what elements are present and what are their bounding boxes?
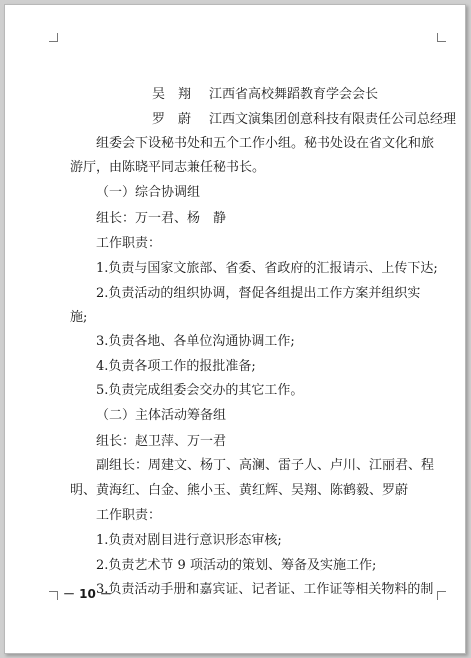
duty-item-continued: 施;: [70, 310, 88, 325]
member-title: 江西省高校舞蹈教育学会会长: [209, 87, 379, 102]
group-leaders: 组长：赵卫萍、万一君: [96, 434, 227, 449]
section-heading: （二）主体活动筹备组: [96, 408, 227, 423]
group-deputies-continued: 明、黄海红、白金、熊小玉、黄红辉、吴翔、陈鹤毅、罗蔚: [70, 483, 409, 498]
group-leaders: 组长：万一君、杨 静: [96, 211, 227, 226]
group-deputies: 副组长：周建文、杨丁、高澜、雷子人、卢川、江丽君、程: [96, 458, 435, 473]
section-heading: （一）综合协调组: [96, 185, 201, 200]
crop-mark-bottom-right: [437, 591, 446, 600]
duties-label: 工作职责：: [96, 236, 162, 251]
duty-item: 2.负责艺术节 9 项活动的策划、筹备及实施工作;: [96, 558, 377, 573]
duties-label: 工作职责：: [96, 508, 162, 523]
duty-item: 2.负责活动的组织协调，督促各组提出工作方案并组织实: [96, 286, 421, 301]
intro-line: 游厅，由陈晓平同志兼任秘书长。: [70, 160, 266, 175]
member-name: 吴 翔: [152, 87, 192, 102]
duty-item: 3.负责各地、各单位沟通协调工作;: [96, 334, 295, 349]
duty-item: 1.负责与国家文旅部、省委、省政府的汇报请示、上传下达;: [96, 261, 438, 276]
intro-line: 组委会下设秘书处和五个工作小组。秘书处设在省文化和旅: [96, 136, 435, 151]
duty-item: 5.负责完成组委会交办的其它工作。: [96, 383, 304, 398]
duty-item: 3.负责活动手册和嘉宾证、记者证、工作证等相关物料的制: [96, 582, 434, 597]
member-name: 罗 蔚: [152, 112, 192, 127]
crop-mark-top-right: [437, 33, 446, 42]
page-number: － 10 －: [63, 587, 113, 601]
duty-item: 4.负责各项工作的报批准备;: [96, 359, 256, 374]
duty-item: 1.负责对剧目进行意识形态审核;: [96, 533, 282, 548]
member-title: 江西文演集团创意科技有限责任公司总经理: [209, 112, 457, 127]
crop-mark-top-left: [49, 33, 58, 42]
document-page: [4, 4, 466, 654]
crop-mark-bottom-left: [49, 591, 58, 600]
